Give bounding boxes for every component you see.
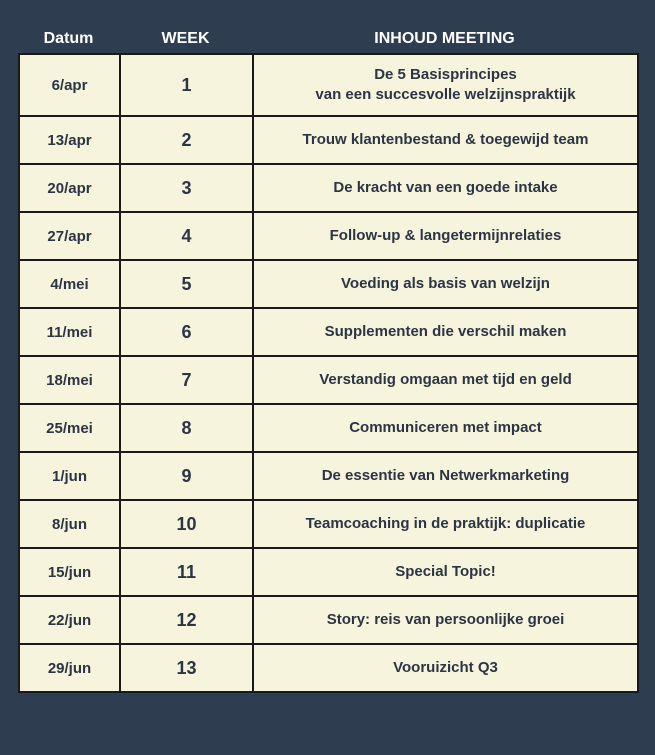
- cell-inhoud: [253, 548, 638, 596]
- header-week: WEEK: [161, 30, 210, 47]
- cell-datum: 18/mei: [19, 356, 120, 404]
- cell-inhoud: [253, 644, 638, 692]
- table-row: [19, 404, 638, 452]
- schedule-body: [19, 54, 638, 692]
- cell-week: 10: [120, 500, 253, 548]
- inhoud-text: Voeding als basis van welzijn: [341, 275, 550, 292]
- table-row: [19, 452, 638, 500]
- cell-week: 13: [120, 644, 253, 692]
- table-row: [19, 116, 638, 164]
- cell-datum: 15/jun: [19, 548, 120, 596]
- table-row: [19, 596, 638, 644]
- cell-week: 9: [120, 452, 253, 500]
- cell-datum: 20/apr: [19, 164, 120, 212]
- inhoud-text: Story: reis van persoonlijke groei: [326, 611, 565, 628]
- cell-inhoud: [253, 164, 638, 212]
- cell-week: 4: [120, 212, 253, 260]
- schedule-table: [18, 53, 639, 693]
- inhoud-text: Vooruizicht Q3: [393, 659, 498, 676]
- cell-datum: 25/mei: [19, 404, 120, 452]
- cell-week: 7: [120, 356, 253, 404]
- inhoud-text: Special Topic!: [395, 563, 496, 580]
- cell-week: 8: [120, 404, 253, 452]
- cell-datum: 8/jun: [19, 500, 120, 548]
- cell-datum: 4/mei: [19, 260, 120, 308]
- cell-datum: 11/mei: [19, 308, 120, 356]
- cell-inhoud: [253, 356, 638, 404]
- cell-week: 1: [120, 54, 253, 116]
- cell-inhoud: [253, 212, 638, 260]
- cell-inhoud: [253, 116, 638, 164]
- cell-inhoud: [253, 54, 638, 116]
- table-row: [19, 260, 638, 308]
- cell-datum: 22/jun: [19, 596, 120, 644]
- table-row: [19, 500, 638, 548]
- cell-datum: 6/apr: [19, 54, 120, 116]
- inhoud-text: De 5 Basisprincipes: [374, 66, 517, 83]
- cell-week: 3: [120, 164, 253, 212]
- cell-week: 2: [120, 116, 253, 164]
- inhoud-text: Trouw klantenbestand & toegewijd team: [302, 131, 589, 148]
- cell-week: 11: [120, 548, 253, 596]
- inhoud-text: van een succesvolle welzijnspraktijk: [315, 86, 576, 103]
- inhoud-text: Follow-up & langetermijnrelaties: [329, 227, 562, 244]
- table-row: [19, 356, 638, 404]
- cell-inhoud: [253, 596, 638, 644]
- cell-datum: 27/apr: [19, 212, 120, 260]
- cell-inhoud: [253, 404, 638, 452]
- inhoud-text: Communiceren met impact: [349, 419, 542, 436]
- cell-week: 6: [120, 308, 253, 356]
- cell-inhoud: [253, 260, 638, 308]
- inhoud-text: Supplementen die verschil maken: [324, 323, 567, 340]
- cell-inhoud: [253, 500, 638, 548]
- table-row: [19, 212, 638, 260]
- table-row: [19, 644, 638, 692]
- table-row: [19, 548, 638, 596]
- inhoud-text: De essentie van Netwerkmarketing: [321, 467, 570, 484]
- cell-datum: 29/jun: [19, 644, 120, 692]
- cell-datum: 1/jun: [19, 452, 120, 500]
- cell-week: 5: [120, 260, 253, 308]
- cell-week: 12: [120, 596, 253, 644]
- table-row: [19, 164, 638, 212]
- inhoud-text: Teamcoaching in de praktijk: duplicatie: [305, 515, 586, 532]
- cell-datum: 13/apr: [19, 116, 120, 164]
- inhoud-text: De kracht van een goede intake: [333, 179, 558, 196]
- header-datum: Datum: [43, 30, 94, 47]
- cell-inhoud: [253, 452, 638, 500]
- header-inhoud-meeting: INHOUD MEETING: [374, 30, 515, 47]
- cell-inhoud: [253, 308, 638, 356]
- table-row: [19, 308, 638, 356]
- table-header: [18, 28, 637, 52]
- inhoud-text: Verstandig omgaan met tijd en geld: [319, 371, 572, 388]
- table-row: [19, 54, 638, 116]
